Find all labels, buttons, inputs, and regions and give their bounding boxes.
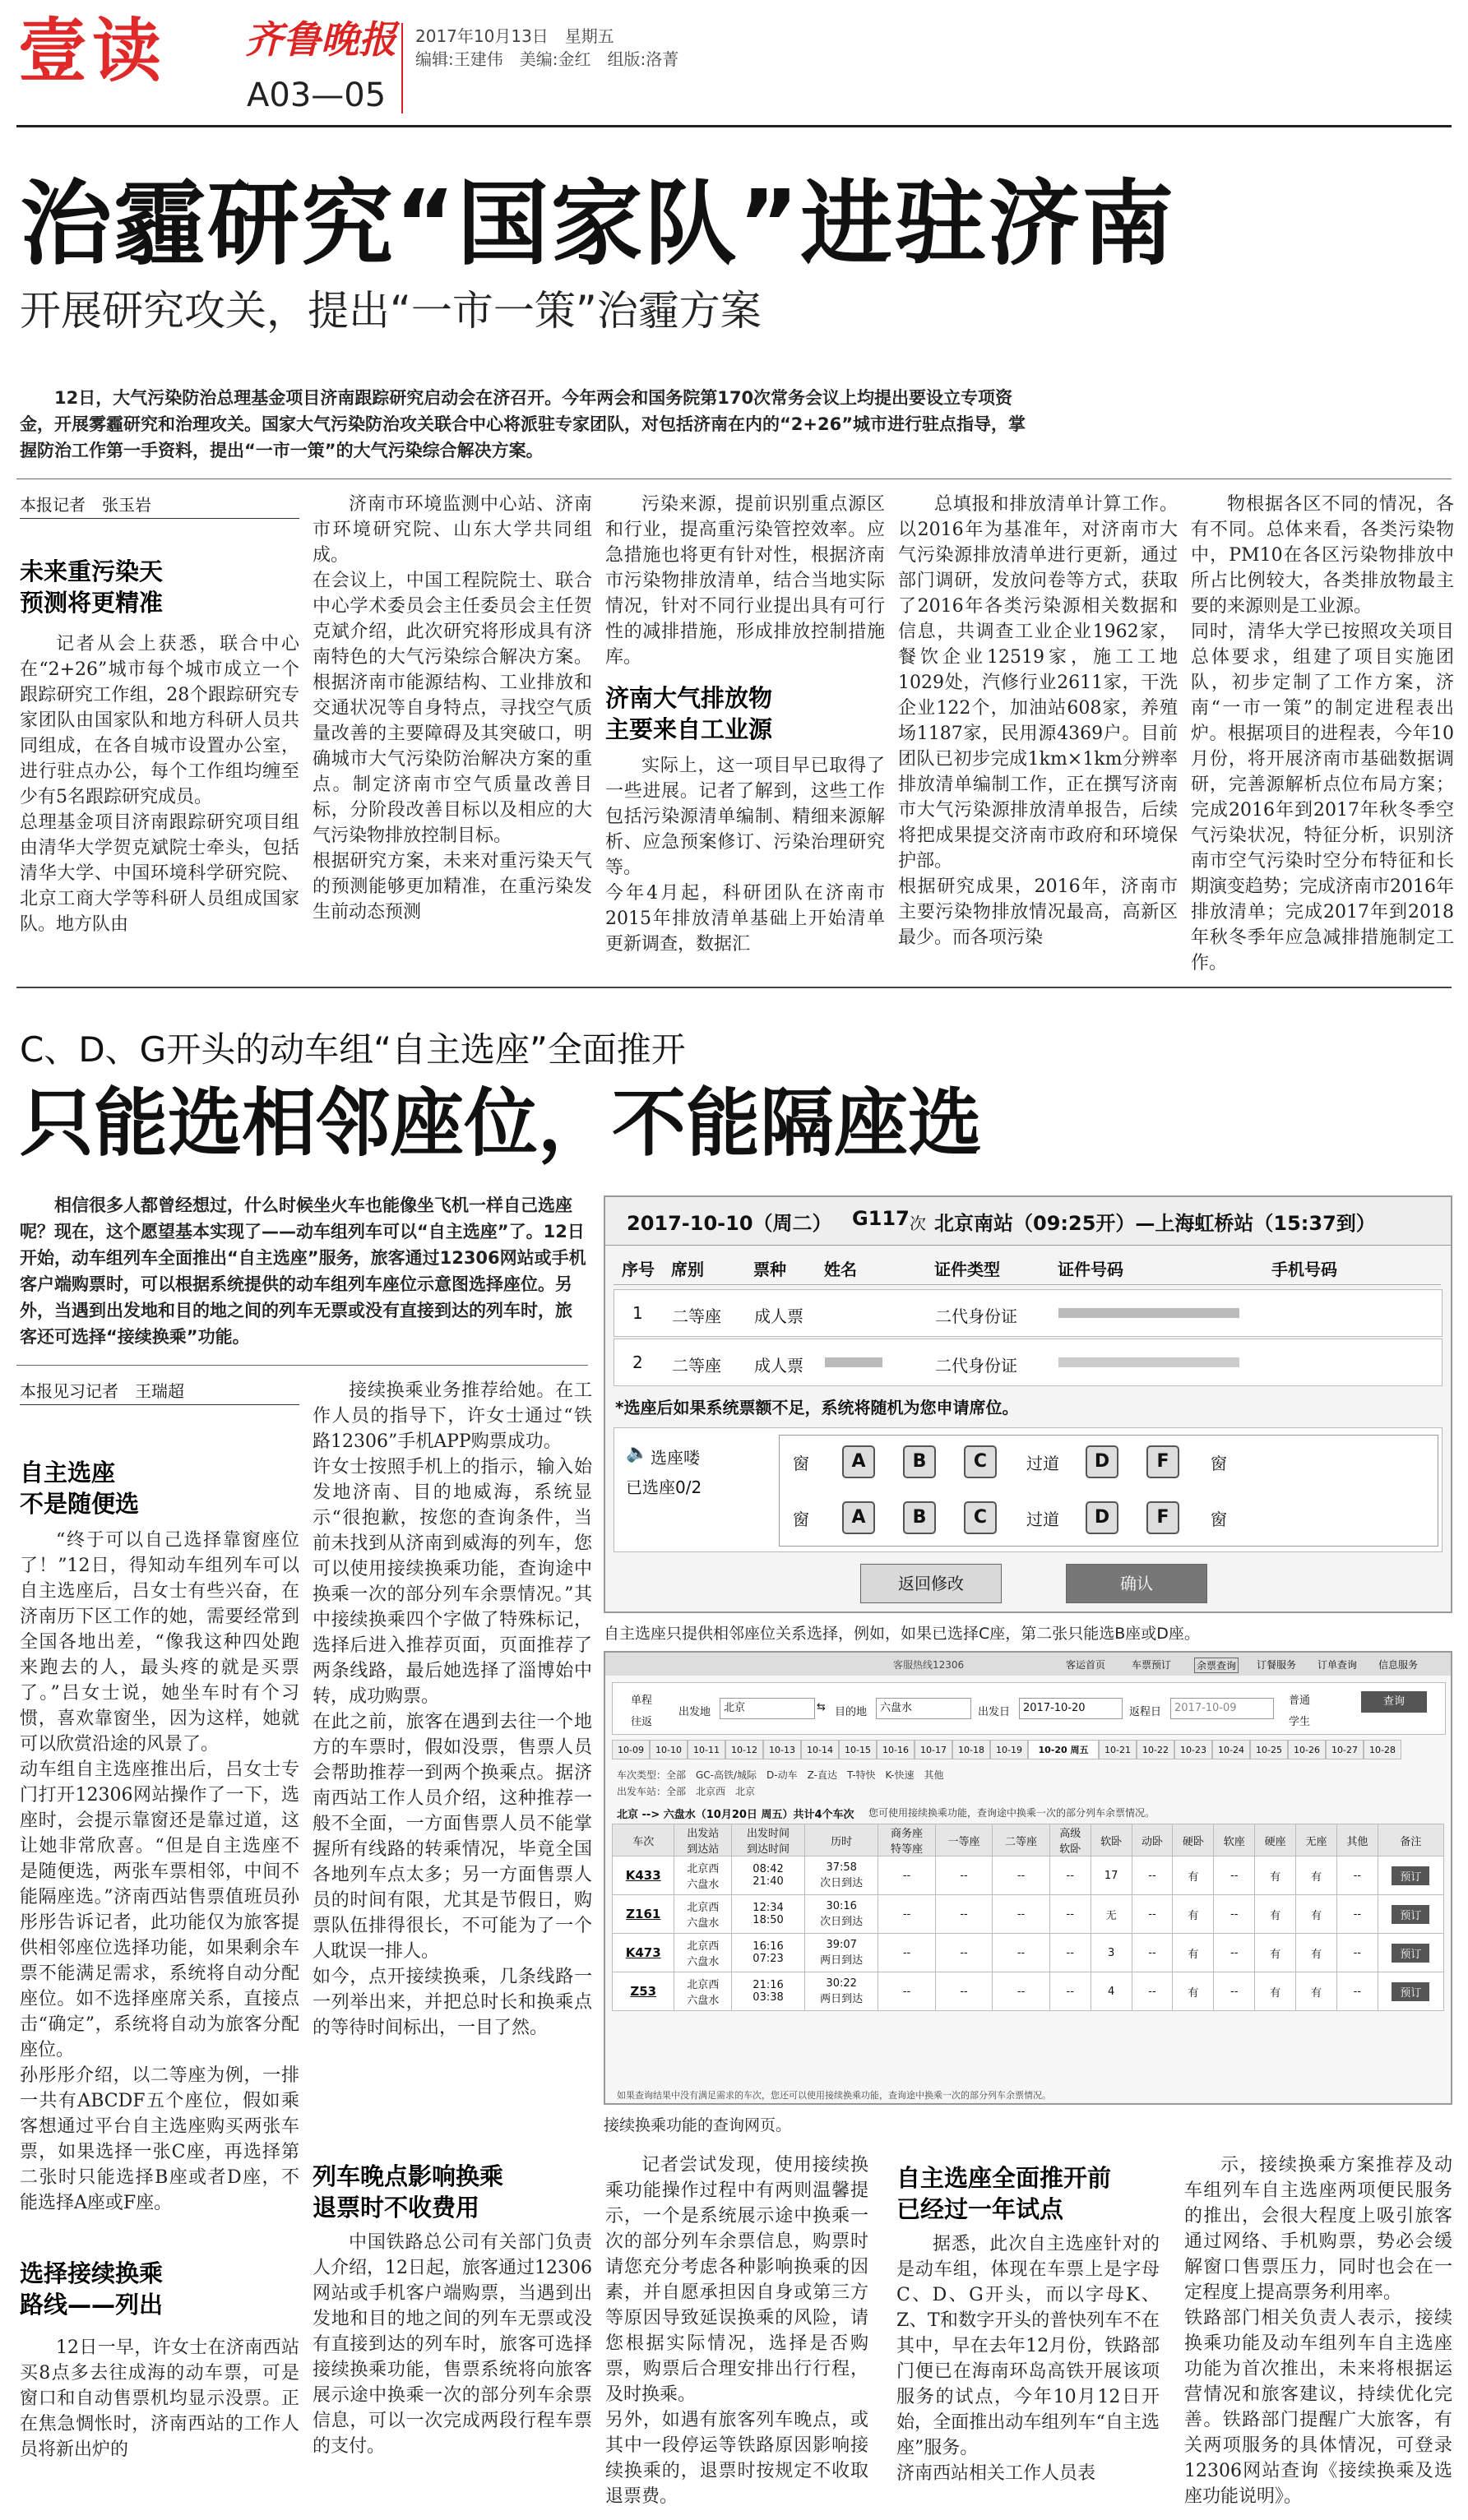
date-tab[interactable]: 10-21 (1099, 1740, 1137, 1759)
table-cell: 有 (1296, 1895, 1337, 1934)
date-tab[interactable]: 10-26 (1288, 1740, 1326, 1759)
article2-col1b-text: 12日一早，许女士在济南西站买8点多去往成海的动车票，可是窗口和自动售票机均显示没票。正在焦急惆怅时，济南西站的工作人员将新出炉的 (20, 2337, 299, 2460)
book-button-label[interactable]: 预订 (1392, 1944, 1429, 1963)
hotline: 客服热线12306 (893, 1659, 965, 1671)
col-id-number: 证件号码 (1058, 1260, 1123, 1279)
date-tab[interactable]: 10-27 (1326, 1740, 1364, 1759)
trip-round[interactable]: 往返 (631, 1716, 653, 1728)
article2-rule (16, 1365, 588, 1366)
section-divider (16, 987, 1452, 988)
table-cell: -- (935, 1856, 993, 1895)
train-number-link[interactable]: Z53 (613, 1972, 674, 2011)
seat-map-panel (614, 1427, 1443, 1552)
table-cell: -- (935, 1895, 993, 1934)
article2-col3 (605, 2152, 868, 2509)
table-cell: 3 (1091, 1934, 1132, 1972)
to-label: 目的地 (835, 1706, 868, 1718)
table-cell: 北京西 六盘水 (674, 1972, 732, 2011)
seat-2c[interactable]: C (964, 1501, 997, 1534)
article2-subhead-3: 列车晚点影响换乘 退票时不收费用 (313, 2162, 504, 2222)
editor-credits: 编辑:王建伟 美编:金红 组版:洛菁 (415, 49, 679, 69)
date-tab[interactable]: 10-09 (612, 1740, 650, 1759)
byline-underline (20, 518, 299, 519)
site-topbar (605, 1653, 1451, 1676)
table-cell: 17 (1091, 1856, 1132, 1895)
table-cell: -- (993, 1972, 1050, 2011)
section-title: 壹读 (18, 11, 167, 91)
table-row (613, 1856, 1444, 1895)
seat-selection-screenshot (604, 1195, 1452, 1613)
page-number: A03—05 (247, 76, 387, 114)
results-header-row (613, 1824, 1444, 1856)
table-cell: 无 (1091, 1895, 1132, 1934)
date-tab[interactable]: 10-23 (1174, 1740, 1212, 1759)
article2-lead: 相信很多人都曾经想过，什么时候坐火车也能像坐飞机一样自己选座呢？现在，这个愿望基本实现了——动车组列车可以“自主选座”了。12日开始，动车组列车全面推出“自主选座”服务，旅客通过12306网站或手机客户端购票时，可以根据系统提供的动车组列车座位示意图选择座位。另外，当遇到出发地和目的地之间的列车无票或没有直接到达的列车时，旅客还可选择“接续换乘”功能。 (20, 1195, 586, 1347)
col-no: 序号 (622, 1260, 655, 1279)
article2-kicker: C、D、G开头的动车组“自主选座”全面推开 (20, 1029, 686, 1070)
article2-subhead-2: 选择接续换乘 路线——列出 (20, 2259, 164, 2319)
article2-subhead-4: 自主选座全面推开前 已经过一年试点 (896, 2164, 1112, 2223)
seat-2a[interactable]: A (842, 1501, 875, 1534)
table-cell: 30:22 两日到达 (805, 1972, 878, 2011)
results-header-cell: 硬卧 (1173, 1824, 1214, 1856)
train-number: G117 (852, 1207, 910, 1230)
article2-col2b-text: 中国铁路总公司有关部门负责人介绍，12日起，旅客通过12306网站或手机客户端购票，当遇到出发地和目的地之间的列车无票或没有直接到达的列车时，旅客可选择接续换乘功能，售票系统将向旅客展示途中换乘一次的部分列车余票信息，可以一次完成两段行程车票的支付。 (313, 2232, 592, 2457)
table-cell: 有 (1173, 1856, 1214, 1895)
results-header-cell: 商务座 特等座 (878, 1824, 936, 1856)
article2-col2 (313, 1378, 592, 2151)
article1-subhead-1: 未来重污染天 预测将更精准 (20, 557, 164, 617)
results-header-cell: 软座 (1214, 1824, 1255, 1856)
table-cell: -- (1214, 1895, 1255, 1934)
results-header-cell: 备注 (1378, 1824, 1443, 1856)
seat-2f[interactable]: F (1146, 1501, 1179, 1534)
table-cell: -- (1336, 1972, 1378, 2011)
seat-1a[interactable]: A (842, 1445, 875, 1478)
paper-logo: 齐鲁晚报 (245, 17, 396, 62)
seat-notice: *选座后如果系统票额不足，系统将随机为您申请席位。 (615, 1398, 1019, 1417)
transfer-hint[interactable]: 您可使用接续换乘功能，查询途中换乘一次的部分列车余票情况。 (868, 1807, 1155, 1819)
caption-seat-selection: 自主选座只提供相邻座位关系选择，例如，如果已选择C座，第二张只能选B座或D座。 (604, 1625, 1200, 1643)
article2-col5-text: 示，接续换乘方案推荐及动车组列车自主选座两项便民服务的推出，会很大程度上吸引旅客通过网络、手机购票，势必会缓解窗口售票压力，同时也会在一定程度上提高票务利用率。 铁路部门相关负责人表示，接续换乘功能及动车组列车自主选座功能为首次推出，未来将根据运营情况和旅客建议，持续优化完善。铁路部门提醒广大旅客，有关两项服务的具体情况，可登录12306网站查询《接续换乘及选座功能说明》。 (1184, 2155, 1452, 2507)
trip-date: 2017-10-10（周二） (627, 1212, 832, 1235)
nav-remaining[interactable]: 余票查询 (1194, 1658, 1239, 1673)
article1-col2-text: 济南市环境监测中心站、济南市环境研究院、山东大学共同组成。 在会议上，中国工程院院士、联合中心学术委员会主任委员会主任贺克斌介绍，此次研究将形成具有济南特色的大气污染综合解决方案。根据济南市能源结构、工业排放和交通状况等自身特点，寻找空气质量改善的主要障碍及其突破口，明确城市大气污染防治解决方案的重点。制定济南市空气质量改善目标，分阶段改善目标以及相应的大气污染物排放控制目标。 根据研究方案，未来对重污染天气的预测能够更加精准，在重污染发生前动态预测 (313, 494, 592, 922)
col-seat-class: 席别 (671, 1260, 704, 1279)
book-button-label[interactable]: 预订 (1392, 1866, 1429, 1885)
date-tab[interactable]: 10-12 (725, 1740, 763, 1759)
article1-col5-text: 物根据各区不同的情况，各有不同。总体来看，各类污染物中，PM10在各区污染物排放中所占比例较大，各类排放物最主要的来源则是工业源。 同时，清华大学已按照攻关项目总体要求，组建了项目实施团队，初步定制了工作方案，济南“一市一策”的制定进程表出炉。根据项目的进程表，今年10月份，将开展济南市基础数据调研，完善源解析点位布局方案；完成2016年到2017年秋冬季空气污染状况，特征分析，识别济南市空气污染时空分布特征和长期演变趋势；完成济南市2016年排放清单；完成2017年到2018年秋冬季年应急减排措施制定工作。 (1191, 494, 1454, 973)
row-seat: 二等座 (672, 1356, 721, 1376)
nav-home[interactable]: 客运首页 (1066, 1659, 1106, 1671)
table-cell: -- (878, 1895, 936, 1934)
article1-col3a-text: 污染来源，提前识别重点源区和行业，提高重污染管控效率。应急措施也将更有针对性，根据济南市污染物排放清单，结合当地实际情况，针对不同行业提出具有可行性的减排措施，形成排放控制措施库。 (605, 494, 885, 668)
date-tab[interactable]: 10-14 (801, 1740, 839, 1759)
caption-transfer: 接续换乘功能的查询网页。 (604, 2116, 792, 2134)
row-no: 1 (632, 1303, 643, 1323)
article1-col1 (20, 631, 299, 960)
passenger-row (614, 1339, 1443, 1386)
date-tab[interactable]: 10-18 (952, 1740, 990, 1759)
table-cell: 有 (1255, 1895, 1296, 1934)
swap-icon[interactable]: ⇆ (817, 1701, 826, 1713)
passenger-row (614, 1289, 1443, 1337)
table-cell: -- (935, 1972, 993, 2011)
results-header-cell: 出发站 到达站 (674, 1824, 732, 1856)
train-info-header (605, 1197, 1451, 1246)
results-header-cell: 无座 (1296, 1824, 1337, 1856)
date-tab[interactable]: 10-13 (763, 1740, 801, 1759)
to-input[interactable]: 六盘水 (876, 1698, 971, 1719)
book-button[interactable] (1378, 1856, 1443, 1895)
table-cell: -- (1336, 1895, 1378, 1934)
article2-col2b (313, 2230, 592, 2509)
table-cell: -- (1049, 1895, 1091, 1934)
table-cell: -- (1049, 1934, 1091, 1972)
table-cell: -- (993, 1934, 1050, 1972)
results-header-cell: 二等座 (993, 1824, 1050, 1856)
window-label: 窗 (793, 1454, 809, 1473)
results-header-cell: 高级 软卧 (1049, 1824, 1091, 1856)
article2-col4 (896, 2231, 1160, 2509)
book-button[interactable] (1378, 1972, 1443, 2011)
article1-headline: 治霾研究“国家队”进驻济南 (20, 171, 1176, 278)
filter-row: 车次类型：全部 GC-高铁/城际 D-动车 Z-直达 T-特快 K-快速 其他 (617, 1769, 944, 1781)
table-cell: -- (993, 1856, 1050, 1895)
table-cell: -- (1336, 1934, 1378, 1972)
results-header-cell: 软卧 (1091, 1824, 1132, 1856)
table-cell: 有 (1296, 1856, 1337, 1895)
seat-2d[interactable]: D (1086, 1501, 1118, 1534)
row-id-type: 二代身份证 (935, 1356, 1017, 1376)
row-no: 2 (632, 1352, 643, 1372)
table-cell: 有 (1255, 1972, 1296, 2011)
table-cell: -- (1214, 1934, 1255, 1972)
query-button[interactable]: 查询 (1361, 1691, 1427, 1713)
table-cell: 21:16 03:38 (731, 1972, 804, 2011)
table-cell: -- (878, 1972, 936, 2011)
result-title: 北京 --> 六盘水（10月20日 周五）共计4个车次 (617, 1809, 854, 1821)
results-header-cell: 出发时间 到达时间 (731, 1824, 804, 1856)
date-tabs (612, 1740, 1444, 1761)
passenger-table-header (614, 1248, 1441, 1285)
article2-col1b (20, 2335, 299, 2508)
train-number-link[interactable]: K473 (613, 1934, 674, 1972)
table-cell: 4 (1091, 1972, 1132, 2011)
results-header-cell: 动卧 (1132, 1824, 1173, 1856)
redacted-name (825, 1357, 882, 1367)
table-cell: -- (1132, 1895, 1173, 1934)
date-input[interactable]: 2017-10-20 (1019, 1698, 1123, 1719)
table-cell: -- (1049, 1856, 1091, 1895)
article1-col3a (605, 492, 885, 673)
table-cell: -- (935, 1934, 993, 1972)
type-student[interactable]: 学生 (1289, 1716, 1311, 1728)
date-label: 出发日 (978, 1706, 1011, 1718)
book-button[interactable] (1378, 1934, 1443, 1972)
table-cell: -- (1336, 1856, 1378, 1895)
table-cell: -- (1214, 1972, 1255, 2011)
table-cell: -- (878, 1856, 936, 1895)
table-cell: 有 (1173, 1934, 1214, 1972)
date-tab[interactable]: 10-15 (839, 1740, 877, 1759)
trip-oneway[interactable]: 单程 (631, 1695, 653, 1707)
byline-underline (20, 1404, 299, 1405)
from-label: 出发地 (678, 1706, 711, 1718)
article1-col3b (605, 753, 885, 960)
transfer-query-screenshot (604, 1651, 1452, 2105)
table-cell: -- (1132, 1934, 1173, 1972)
date-tab[interactable]: 10-20 周五 (1028, 1740, 1099, 1759)
masthead-rule (16, 125, 1452, 127)
table-cell: -- (993, 1895, 1050, 1934)
table-cell: 08:42 21:40 (731, 1856, 804, 1895)
book-button-label[interactable]: 预订 (1392, 1905, 1429, 1924)
article1-col2 (313, 492, 592, 960)
nav-booking[interactable]: 车票预订 (1132, 1659, 1172, 1671)
train-number-link[interactable]: K433 (613, 1856, 674, 1895)
date-tab[interactable]: 10-10 (650, 1740, 688, 1759)
table-row (613, 1972, 1444, 2011)
results-footer: 如果查询结果中没有满足需求的车次，您还可以使用接续换乘功能，查询途中换乘一次的部分列车余票情况。 (617, 2090, 1051, 2101)
return-label: 返程日 (1129, 1706, 1162, 1718)
seat-2b[interactable]: B (903, 1501, 936, 1534)
article2-byline: 本报见习记者 王瑞超 (20, 1381, 184, 1401)
col-name: 姓名 (824, 1260, 857, 1279)
row-type: 成人票 (754, 1356, 803, 1376)
table-cell: 有 (1173, 1972, 1214, 2011)
nav-meal[interactable]: 订餐服务 (1257, 1659, 1297, 1671)
return-input[interactable]: 2017-10-09 (1170, 1698, 1274, 1719)
seat-selected-count: 已选座0/2 (626, 1477, 702, 1497)
table-cell: 有 (1296, 1934, 1337, 1972)
seat-1c[interactable]: C (964, 1445, 997, 1478)
article2-col3-text: 记者尝试发现，使用接续换乘功能操作过程中有两则温馨提示，一个是系统展示途中换乘一次的部分列车余票信息，购票时请您充分考虑各种影响换乘的因素，并自愿承担因自身或第三方等原因导致延误换乘的风险，请您根据实际情况，选择是否购票，购票后合理安排出行行程，及时换乘。 另外，如遇有旅客列车晚点，或其中一段停运等铁路原因影响接续换乘的，退票时按规定不收取退票费。 (605, 2155, 868, 2507)
article1-subhead-2: 济南大气排放物 主要来自工业源 (605, 684, 773, 743)
results-table (612, 1824, 1444, 2011)
aisle-label: 过道 (1026, 1454, 1059, 1473)
results-header-cell: 一等座 (935, 1824, 993, 1856)
confirm-button[interactable]: 确认 (1066, 1564, 1207, 1603)
seat-1d[interactable]: D (1086, 1445, 1118, 1478)
speaker-icon: 🔈 (626, 1443, 649, 1463)
table-cell: 北京西 六盘水 (674, 1934, 732, 1972)
back-button[interactable]: 返回修改 (860, 1564, 1002, 1603)
article1-byline: 本报记者 张玉岩 (20, 495, 151, 515)
table-cell: 12:34 18:50 (731, 1895, 804, 1934)
train-number-link[interactable]: Z161 (613, 1895, 674, 1934)
table-cell: -- (1132, 1972, 1173, 2011)
article2-col1 (20, 1528, 299, 2235)
date-tab[interactable]: 10-28 (1364, 1740, 1401, 1759)
nav-orders[interactable]: 订单查询 (1317, 1659, 1358, 1671)
results-header-cell: 其他 (1336, 1824, 1378, 1856)
from-input[interactable]: 北京 (720, 1698, 815, 1719)
table-cell: 有 (1173, 1895, 1214, 1934)
date-tab[interactable]: 10-17 (915, 1740, 952, 1759)
article2-subhead-1: 自主选座 不是随便选 (20, 1459, 140, 1518)
results-header-cell: 历时 (805, 1824, 878, 1856)
article1-col3b-text: 实际上，这一项目早已取得了一些进展。记者了解到，这些工作包括污染源清单编制、精细来源解析、应急预案修订、污染治理研究等。 今年4月起，科研团队在济南市2015年排放清单基础上开始清单更新调查，数据汇 (605, 756, 885, 955)
table-cell: -- (878, 1934, 936, 1972)
table-cell: 30:16 次日到达 (805, 1895, 878, 1934)
search-bar (612, 1682, 1446, 1735)
col-phone: 手机号码 (1271, 1260, 1337, 1279)
table-cell: 北京西 六盘水 (674, 1856, 732, 1895)
date-tab[interactable]: 10-19 (990, 1740, 1028, 1759)
type-normal[interactable]: 普通 (1289, 1695, 1311, 1707)
article1-col4-text: 总填报和排放清单计算工作。以2016年为基准年，对济南市大气污染源排放清单进行更新，通过部门调研，发放问卷等方式，获取了2016年各类污染源相关数据和信息，共调查工业企业1962家，餐饮企业12519家，施工工地1029处，汽修行业2611家，干洗企业122个，加油站608家，养殖场1187家，民用源4369户。目前团队已初步完成1km×1km分辨率排放清单编制工作，正在撰写济南市大气污染源排放清单报告，后续将把成果提交济南市政府和环境保护部。 根据研究成果，2016年，济南市主要污染物排放情况最高，高新区最少。而各项污染 (898, 494, 1178, 948)
article2-col1-text: “终于可以自己选择靠窗座位了！”12日，得知动车组列车可以自主选座后，吕女士有些兴奋，在济南历下区工作的她，需要经常到全国各地出差，“像我这种四处跑来跑去的人，最头疼的就是买票了。”吕女士说，她坐车时有个习惯，喜欢靠窗坐，因为这样，她就可以欣赏沿途的风景了。 动车组自主选座推出后，吕女士专门打开12306网站操作了一下，选座时，会提示靠窗还是靠过道，这让她非常欣喜。“但是自主选座不是随便选，两张车票相邻，中间不能隔座选。”济南西站售票值班员孙彤彤告诉记者，此功能仅为旅客提供相邻座位选择功能，如果剩余车票不能满足需求，系统将自动分配座位。如不选择座席关系，直接点击“确定”，系统将自动为旅客分配座位。 孙彤彤介绍，以二等座为例，一排一共有ABCDF五个座位，假如乘客想通过平台自主选座购买两张车票，如果选择一张C座，再选择第二张时只能选择B座或者D座，不能选择A座或F座。 (20, 1530, 299, 2213)
date-tab[interactable]: 10-16 (877, 1740, 915, 1759)
article1-col5 (1191, 492, 1454, 973)
col-id-type: 证件类型 (934, 1260, 1000, 1279)
window-label: 窗 (793, 1510, 809, 1529)
article2-col5 (1184, 2152, 1452, 2509)
row-id-type: 二代身份证 (935, 1306, 1017, 1326)
table-cell: 39:07 两日到达 (805, 1934, 878, 1972)
issue-date: 2017年10月13日 星期五 (415, 26, 614, 46)
book-button-label[interactable]: 预订 (1392, 1982, 1429, 2001)
article2-col2-text: 接续换乘业务推荐给她。在工作人员的指导下，许女士通过“铁路12306”手机APP购票成功。 许女士按照手机上的指示，输入始发地济南、目的地威海，系统显示“很抱歉，按您的查询条件，当前未找到从济南到威海的列车，您可以使用接续换乘功能，查询途中换乘一次的部分列车余票情况。”其中接续换乘四个字做了特殊标记，选择后进入推荐页面，页面推荐了两条线路，最后她选择了淄博始中转，成功购票。 在此之前，旅客在遇到去往一个地方的车票时，假如没票，售票人员会帮助推荐一到两个换乘点。据济南西站工作人员介绍，这种推荐一般不全面，一方面售票人员不能掌握所有线路的转乘情况，毕竟全国各地列车点太多；另一方面售票人员的时间有限，尤其是节假日，购票队伍排得很长，不可能为了一个人耽误一排人。 如今，点开接续换乘，几条线路一一列举出来，并把总时长和换乘点的等待时间标出，一目了然。 (313, 1380, 592, 2038)
col-ticket-type: 票种 (753, 1260, 786, 1279)
redacted-id (1058, 1308, 1239, 1318)
seat-1f[interactable]: F (1146, 1445, 1179, 1478)
table-cell: 37:58 次日到达 (805, 1856, 878, 1895)
row-type: 成人票 (754, 1306, 803, 1326)
masthead-divider (401, 23, 403, 113)
table-cell: 有 (1255, 1934, 1296, 1972)
seat-grid (779, 1435, 1438, 1547)
table-cell: -- (1049, 1972, 1091, 2011)
article2-col4-text: 据悉，此次自主选座针对的是动车组，体现在车票上是字母C、D、G开头，而以字母K、Z、T和数字开头的普快列车不在其中，早在去年12月份，铁路部门便已在海南环岛高铁开展该项服务的试点，今年10月12日开始，全面推出动车组列车“自主选座”服务。 济南西站相关工作人员表 (896, 2234, 1160, 2484)
table-row (613, 1934, 1444, 1972)
redacted-id (1058, 1357, 1239, 1367)
nav-info[interactable]: 信息服务 (1378, 1659, 1419, 1671)
window-label: 窗 (1211, 1454, 1227, 1473)
date-tab[interactable]: 10-22 (1137, 1740, 1174, 1759)
route-info: 北京南站（09:25开）—上海虹桥站（15:37到） (934, 1212, 1376, 1235)
results-header-cell: 硬座 (1255, 1824, 1296, 1856)
window-label: 窗 (1211, 1510, 1227, 1529)
masthead (0, 0, 1468, 123)
date-tab[interactable]: 10-25 (1250, 1740, 1288, 1759)
table-cell: -- (1132, 1856, 1173, 1895)
results-header-cell: 车次 (613, 1824, 674, 1856)
book-button[interactable] (1378, 1895, 1443, 1934)
table-cell: 有 (1255, 1856, 1296, 1895)
table-row (613, 1895, 1444, 1934)
article2-headline: 只能选相邻座位，不能隔座选 (20, 1080, 982, 1167)
seat-select-label: 选座喽 (651, 1448, 700, 1468)
article1-lead: 12日，大气污染防治总理基金项目济南跟踪研究启动会在济召开。今年两会和国务院第170次常务会议上均提出要设立专项资金，开展雾霾研究和治理攻关。国家大气污染防治攻关联合中心将派驻专家团队，对包括济南在内的“2+26”城市进行驻点指导，掌握防治工作第一手资料，提出“一市一策”的大气污染综合解决方案。 (20, 388, 1026, 460)
article1-col1-text: 记者从会上获悉，联合中心在“2+26”城市每个城市成立一个跟踪研究工作组，28个跟踪研究专家团队由国家队和地方科研人员共同组成，在各自城市设置办公室，进行驻点办公，每个工作组均缠至少有5名跟踪研究成员。 总理基金项目济南跟踪研究项目组由清华大学贺克斌院士牵头，包括清华大学、中国环境科学研究院、北京工商大学等科研人员组成国家队。地方队由 (20, 634, 299, 935)
depart-row: 出发车站：全部 北京西 北京 (617, 1786, 756, 1797)
row-seat: 二等座 (672, 1306, 721, 1326)
article1-subheadline: 开展研究攻关，提出“一市一策”治霾方案 (20, 287, 762, 335)
table-cell: -- (1214, 1856, 1255, 1895)
article1-col4 (898, 492, 1178, 960)
table-cell: 有 (1296, 1972, 1337, 2011)
aisle-label: 过道 (1026, 1510, 1059, 1529)
date-tab[interactable]: 10-24 (1212, 1740, 1250, 1759)
train-suffix: 次 (910, 1214, 926, 1233)
table-cell: 16:16 07:23 (731, 1934, 804, 1972)
table-cell: 北京西 六盘水 (674, 1895, 732, 1934)
date-tab[interactable]: 10-11 (688, 1740, 725, 1759)
seat-1b[interactable]: B (903, 1445, 936, 1478)
